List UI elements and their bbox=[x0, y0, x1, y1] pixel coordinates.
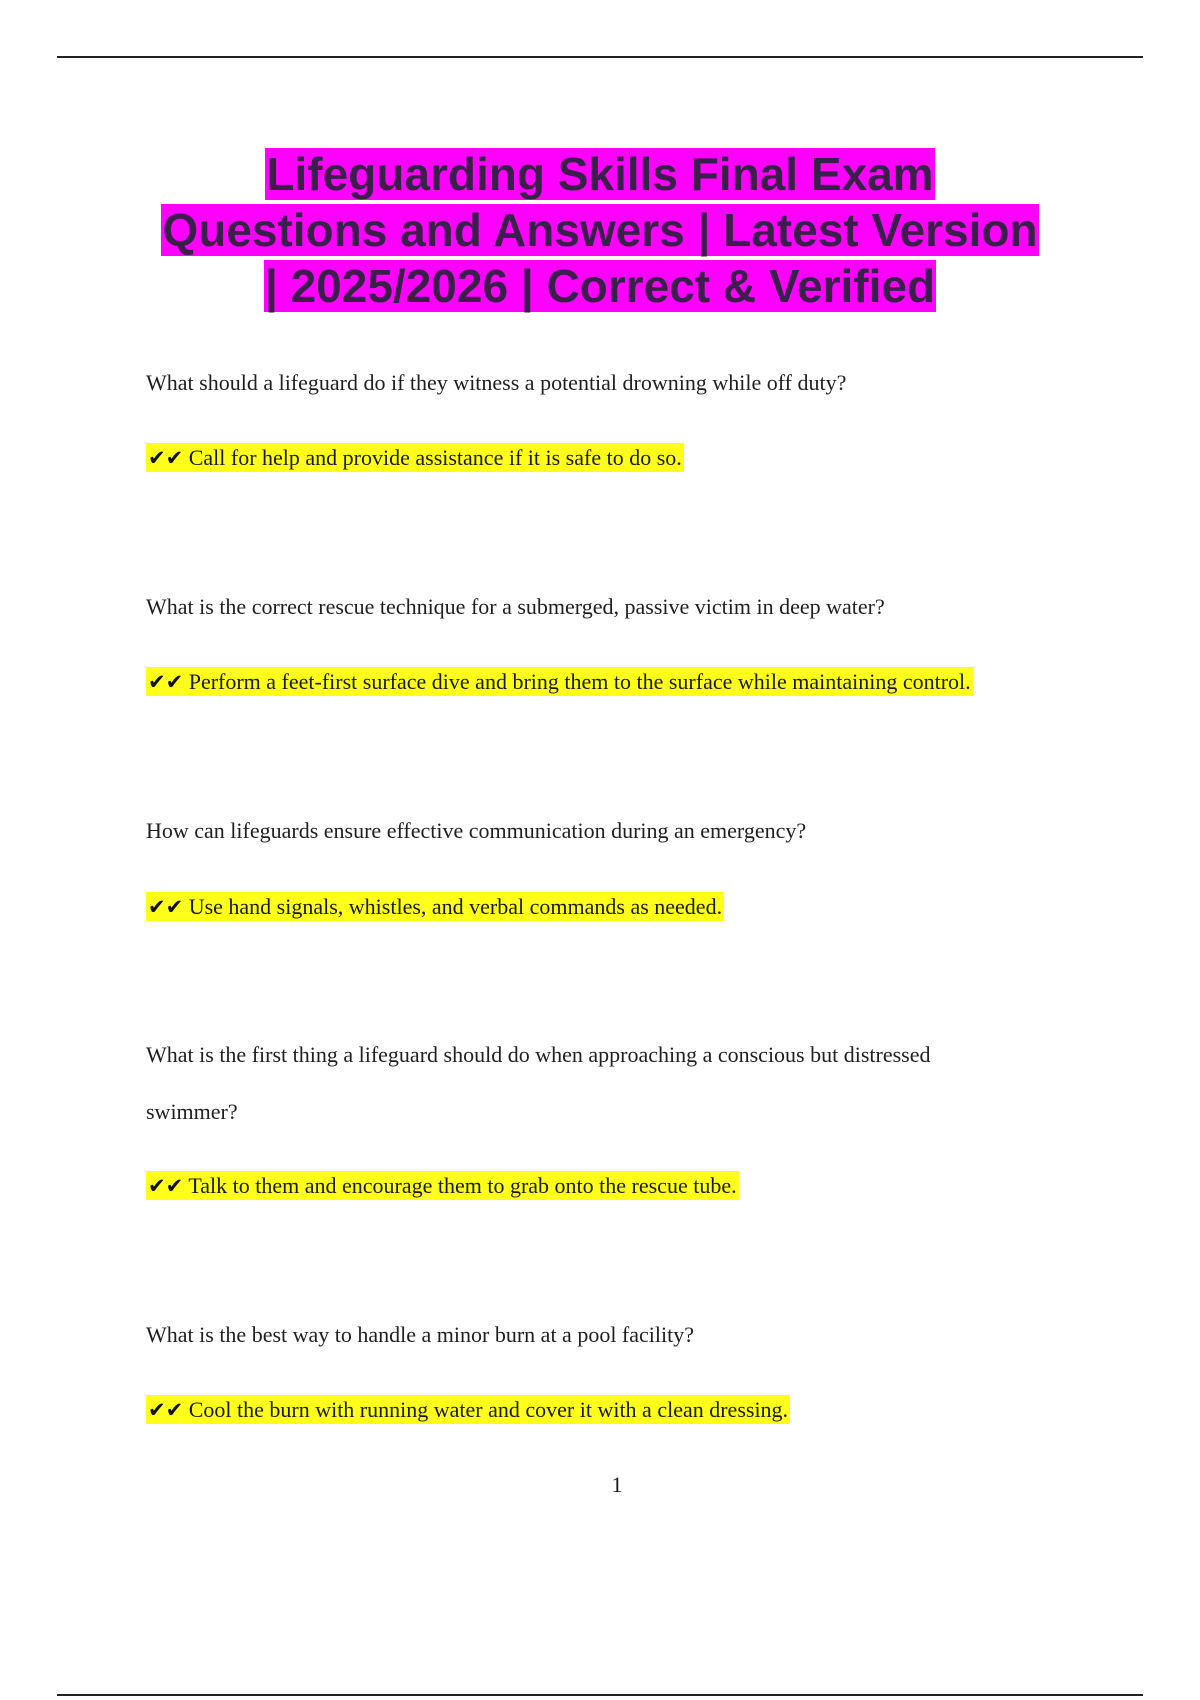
answer-5 bbox=[146, 1381, 1046, 1439]
answer-text: Perform a feet-first surface dive and bring them to the surface while maintaining control. bbox=[188, 669, 971, 694]
top-rule bbox=[57, 56, 1143, 58]
page-number: 1 bbox=[611, 1472, 623, 1497]
question-2: What is the correct rescue technique for a submerged, passive victim in deep water? bbox=[146, 594, 885, 619]
question-1: What should a lifeguard do if they witness a potential drowning while off duty? bbox=[146, 370, 847, 395]
answer-text: Talk to them and encourage them to grab onto the rescue tube. bbox=[188, 1173, 737, 1198]
answer-1 bbox=[146, 429, 1046, 487]
answer-2 bbox=[146, 653, 1046, 711]
document-title bbox=[100, 146, 1100, 314]
answer-text: Cool the burn with running water and cover it with a clean dressing. bbox=[188, 1397, 789, 1422]
question-5: What is the best way to handle a minor burn at a pool facility? bbox=[146, 1322, 695, 1347]
question-4: What is the first thing a lifeguard should do when approaching a conscious but distressed swimmer? bbox=[146, 1042, 931, 1124]
double-check-icon: ✔✔ bbox=[148, 670, 184, 694]
title-line-2: Questions and Answers | Latest Version bbox=[162, 204, 1038, 256]
double-check-icon: ✔✔ bbox=[148, 446, 184, 470]
bottom-rule bbox=[57, 1694, 1143, 1696]
answer-3 bbox=[146, 878, 1046, 936]
double-check-icon: ✔✔ bbox=[148, 1174, 184, 1198]
title-line-1: Lifeguarding Skills Final Exam bbox=[266, 148, 934, 200]
double-check-icon: ✔✔ bbox=[148, 895, 184, 919]
title-line-3: | 2025/2026 | Correct & Verified bbox=[264, 260, 936, 312]
double-check-icon: ✔✔ bbox=[148, 1398, 184, 1422]
answer-text: Use hand signals, whistles, and verbal commands as needed. bbox=[188, 894, 723, 919]
answer-text: Call for help and provide assistance if it is safe to do so. bbox=[188, 445, 682, 470]
answer-4 bbox=[146, 1157, 1046, 1215]
question-3: How can lifeguards ensure effective communication during an emergency? bbox=[146, 818, 807, 843]
